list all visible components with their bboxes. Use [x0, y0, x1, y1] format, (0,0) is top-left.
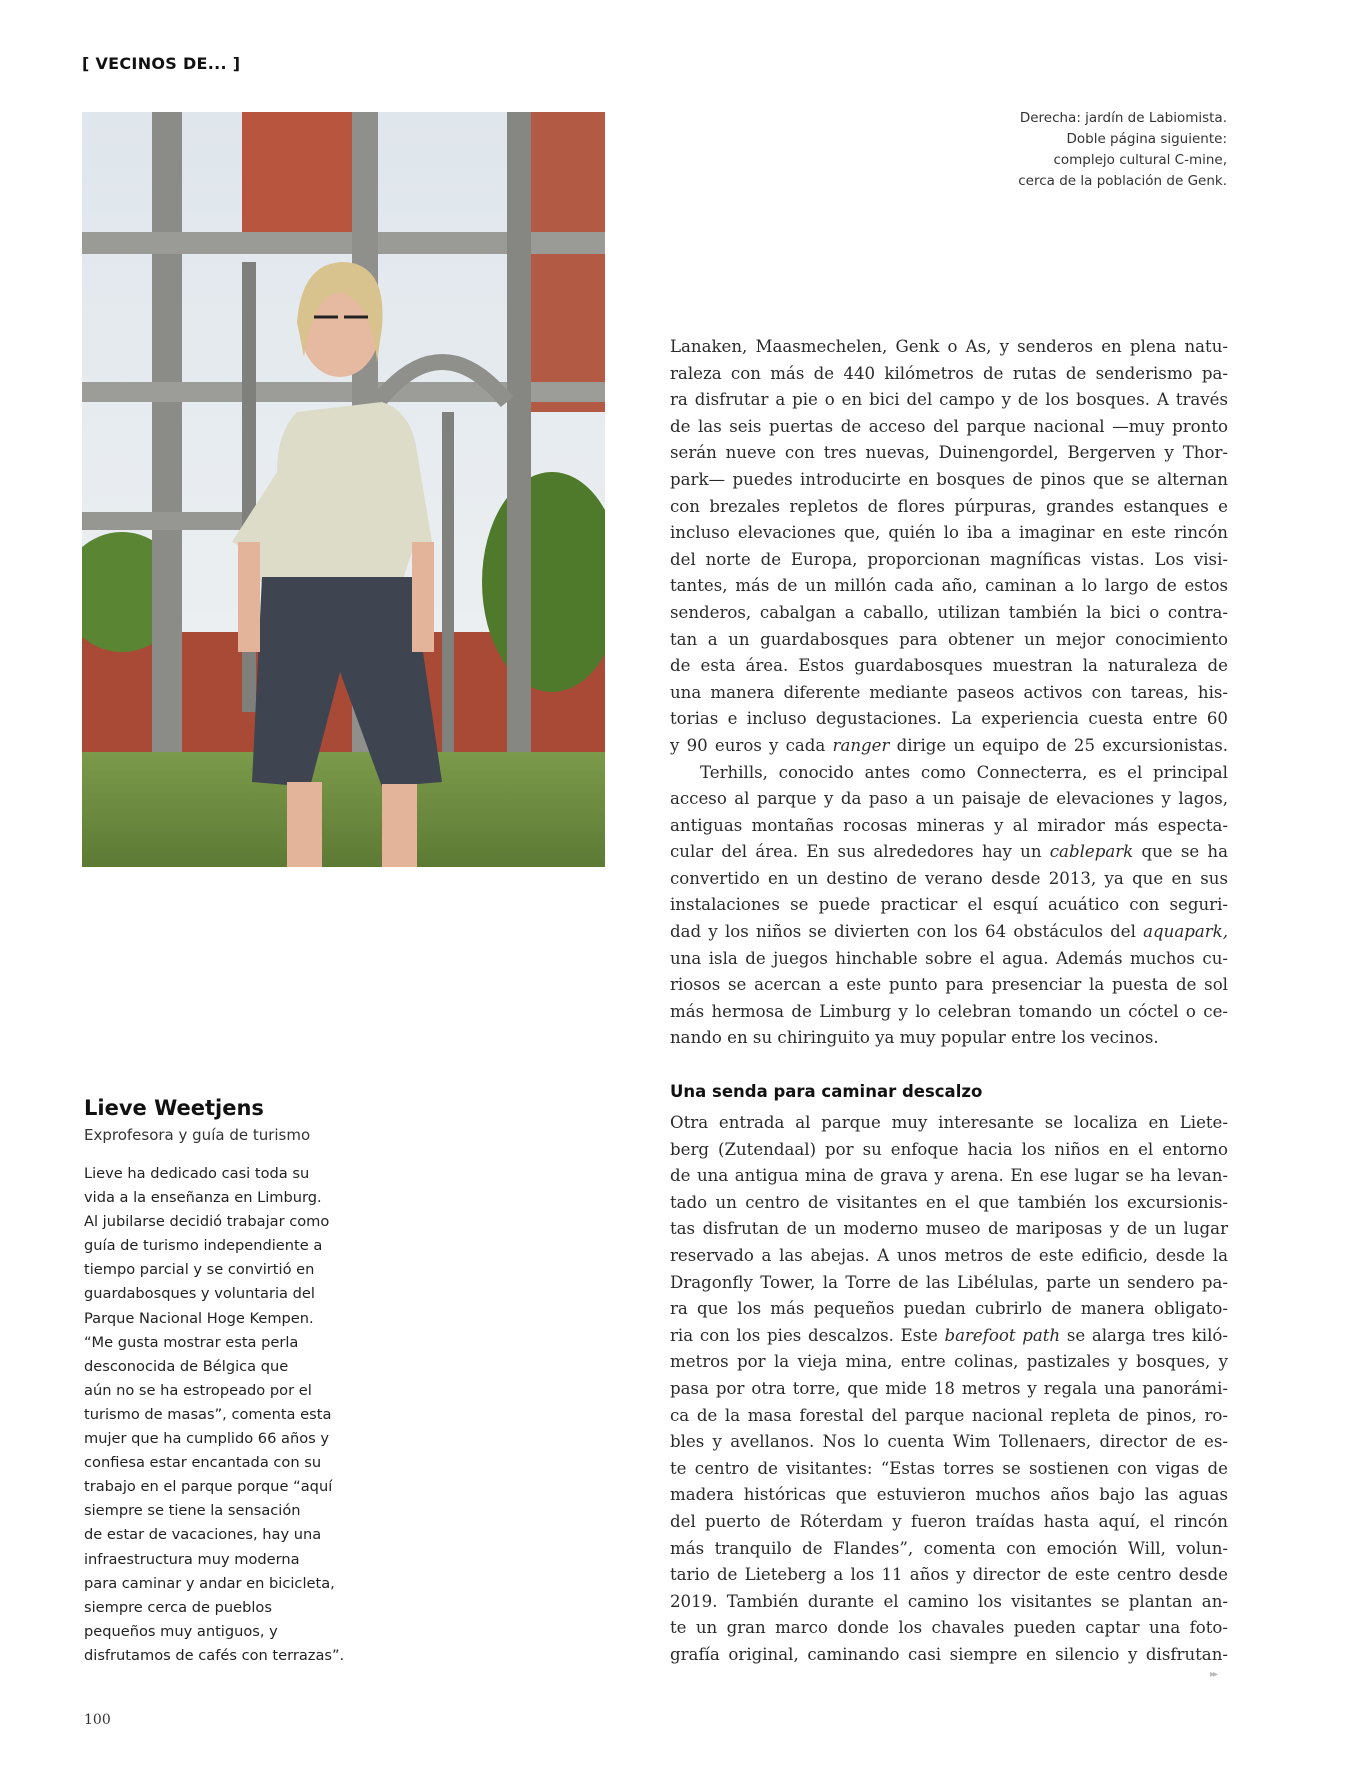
portrait-illustration [82, 112, 605, 867]
caption-line: cerca de la población de Genk. [1018, 173, 1227, 189]
article-line: convertido en un destino de verano desde 2013, ya que en sus [670, 868, 1228, 888]
article-column-upper [670, 334, 1228, 1052]
article-text: ria con los pies descalzos. Este [670, 1325, 945, 1345]
article-line: park— puedes introducirte en bosques de pinos que se alternan [670, 469, 1228, 489]
article-line [670, 839, 1228, 866]
article-line: Dragonfly Tower, la Torre de las Libélulas, parte un sendero pa- [670, 1272, 1228, 1292]
article-line: tas disfrutan de un moderno museo de mariposas y de un lugar [670, 1219, 1228, 1239]
article-line: metros por la vieja mina, entre colinas, pastizales y bosques, y [670, 1352, 1228, 1372]
bio-line: guía de turismo independiente a [84, 1237, 323, 1255]
article-line: grafía original, caminando casi siempre en silencio y disfrutan- [670, 1644, 1228, 1664]
caption-line: complejo cultural C-mine, [1053, 152, 1227, 168]
article-line [670, 919, 1228, 946]
bio-line: vida a la enseñanza en Limburg. [84, 1189, 322, 1207]
article-line [670, 1323, 1228, 1350]
bio-line: turismo de masas”, comenta esta [84, 1405, 332, 1423]
bio-line: siempre cerca de pueblos [84, 1598, 272, 1616]
bio-line: Lieve ha dedicado casi toda su [84, 1165, 310, 1182]
article-line: Lanaken, Maasmechelen, Genk o As, y senderos en plena natu- [670, 337, 1228, 356]
bio-line: disfrutamos de cafés con terrazas”. [84, 1646, 345, 1664]
article-text: que se ha [1133, 842, 1228, 862]
profile-name: Lieve Weetjens [84, 1096, 264, 1120]
section-tag: [ VECINOS DE... ] [82, 54, 241, 73]
bio-line: aún no se ha estropeado por el [84, 1381, 312, 1399]
article-line: incluso elevaciones que, quién lo iba a imaginar en este rincón [670, 523, 1228, 543]
bio-line: “Me gusta mostrar esta perla [84, 1333, 299, 1351]
article-emphasis: aquapark, [1143, 922, 1228, 942]
article-line: ra disfrutar a pie o en bici del campo y de los bosques. A través [670, 390, 1228, 410]
article-line: madera históricas que estuvieron muchos años bajo las aguas [670, 1485, 1228, 1505]
bio-line: guardabosques y voluntaria del [84, 1285, 315, 1303]
article-line: nando en su chiringuito ya muy popular entre los vecinos. [670, 1028, 1159, 1048]
bio-line: confiesa estar encantada con su [84, 1454, 322, 1472]
profile-bio [84, 1162, 364, 1668]
article-text: dirige un equipo de 25 excursionistas. [889, 735, 1228, 755]
article-text: y 90 euros y cada [670, 735, 833, 755]
article-line: tario de Lieteberg a los 11 años y director de este centro desde [670, 1565, 1228, 1585]
article-line: de esta área. Estos guardabosques muestran la naturaleza de [670, 656, 1228, 676]
article-line: más tranquilo de Flandes”, comenta con emoción Will, volun- [670, 1538, 1228, 1558]
article-text: se alarga tres kiló- [1060, 1325, 1229, 1345]
article-line: de una antigua mina de grava y arena. En ese lugar se ha levan- [670, 1166, 1228, 1186]
article-line: instalaciones se puede practicar el esquí acuático con seguri- [670, 895, 1228, 915]
bio-line: Al jubilarse decidió trabajar como [84, 1213, 330, 1231]
article-line: con brezales repletos de flores púrpuras, grandes estanques e [670, 496, 1228, 516]
article-line: del norte de Europa, proporcionan magníficas vistas. Los visi- [670, 549, 1228, 569]
article-line: tado un centro de visitantes en el que también los excursionis- [670, 1192, 1228, 1212]
article-line: una isla de juegos hinchable sobre el agua. Además muchos cu- [670, 948, 1228, 968]
continue-arrow-icon: ▸▸ [1210, 1669, 1217, 1680]
article-emphasis: cablepark [1049, 842, 1134, 862]
article-line: antiguas montañas rocosas mineras y al mirador más especta- [670, 815, 1228, 835]
article-text: cular del área. En sus alrededores hay un [670, 842, 1050, 862]
bio-line: Parque Nacional Hoge Kempen. [84, 1309, 314, 1327]
caption-line: Derecha: jardín de Labiomista. [1019, 110, 1227, 126]
article-line: ra que los más pequeños puedan cubrirlo de manera obligato- [670, 1299, 1228, 1319]
article-text: dad y los niños se divierten con los 64 obstáculos del [670, 922, 1144, 942]
article-line: bles y avellanos. Nos lo cuenta Wim Tollenaers, director de es- [670, 1432, 1228, 1452]
article-line: tan a un guardabosques para obtener un mejor conocimiento [670, 629, 1228, 649]
article-line: acceso al parque y da paso a un paisaje de elevaciones y lagos, [670, 789, 1228, 809]
article-line: berg (Zutendaal) por su enfoque hacia los niños en el entorno [670, 1139, 1228, 1159]
caption-line: Doble página siguiente: [1066, 131, 1227, 147]
page-number: 100 [84, 1712, 111, 1728]
photo-caption [987, 108, 1227, 192]
article-line: te un gran marco donde los chavales pueden captar una foto- [670, 1618, 1228, 1638]
article-line: raleza con más de 440 kilómetros de rutas de senderismo pa- [670, 363, 1228, 383]
bio-line: pequeños muy antiguos, y [84, 1622, 278, 1640]
bio-line: de estar de vacaciones, hay una [84, 1526, 322, 1544]
article-line: más hermosa de Limburg y lo celebran tomando un cóctel o ce- [670, 1001, 1228, 1021]
article-line: del puerto de Róterdam y fueron traídas hasta aquí, el rincón [670, 1511, 1228, 1531]
bio-line: desconocida de Bélgica que [84, 1357, 289, 1375]
bio-line: infraestructura muy moderna [84, 1550, 300, 1568]
article-line: ca de la masa forestal del parque nacional repleta de pinos, ro- [670, 1405, 1228, 1425]
article-line: torias e incluso degustaciones. La experiencia cuesta entre 60 [670, 709, 1228, 729]
bio-line: siempre se tiene la sensación [84, 1502, 301, 1520]
article-line: tantes, más de un millón cada año, caminan a lo largo de estos [670, 576, 1228, 596]
article-line: reservado a las abejas. A unos metros de este edificio, desde la [670, 1245, 1228, 1265]
article-line [670, 733, 1228, 760]
article-line: riosos se acercan a este punto para presenciar la puesta de sol [670, 975, 1228, 995]
article-emphasis: ranger [832, 735, 890, 755]
article-emphasis: barefoot path [944, 1325, 1061, 1345]
article-line: Terhills, conocido antes como Connecterra, es el principal [700, 762, 1228, 782]
bio-line: para caminar y andar en bicicleta, [84, 1574, 335, 1592]
article-subheading: Una senda para caminar descalzo [670, 1082, 983, 1101]
portrait-photo [82, 112, 605, 867]
article-line: Otra entrada al parque muy interesante se localiza en Liete- [670, 1113, 1228, 1132]
article-column-lower [670, 1110, 1228, 1668]
bio-line: tiempo parcial y se convirtió en [84, 1261, 315, 1279]
profile-role: Exprofesora y guía de turismo [84, 1126, 311, 1144]
article-line: senderos, cabalgan a caballo, utilizan también la bici o contra- [670, 602, 1228, 622]
article-line: pasa por otra torre, que mide 18 metros y regala una panorámi- [670, 1378, 1228, 1398]
article-line: una manera diferente mediante paseos activos con tareas, his- [670, 682, 1228, 702]
bio-line: mujer que ha cumplido 66 años y [84, 1430, 330, 1448]
article-line: de las seis puertas de acceso del parque nacional —muy pronto [670, 416, 1228, 436]
article-line: 2019. También durante el camino los visitantes se plantan an- [670, 1591, 1228, 1611]
article-line: te centro de visitantes: “Estas torres se sostienen con vigas de [670, 1458, 1228, 1478]
bio-line: trabajo en el parque porque “aquí [84, 1478, 333, 1496]
article-line: serán nueve con tres nuevas, Duinengordel, Bergerven y Thor- [670, 443, 1228, 463]
